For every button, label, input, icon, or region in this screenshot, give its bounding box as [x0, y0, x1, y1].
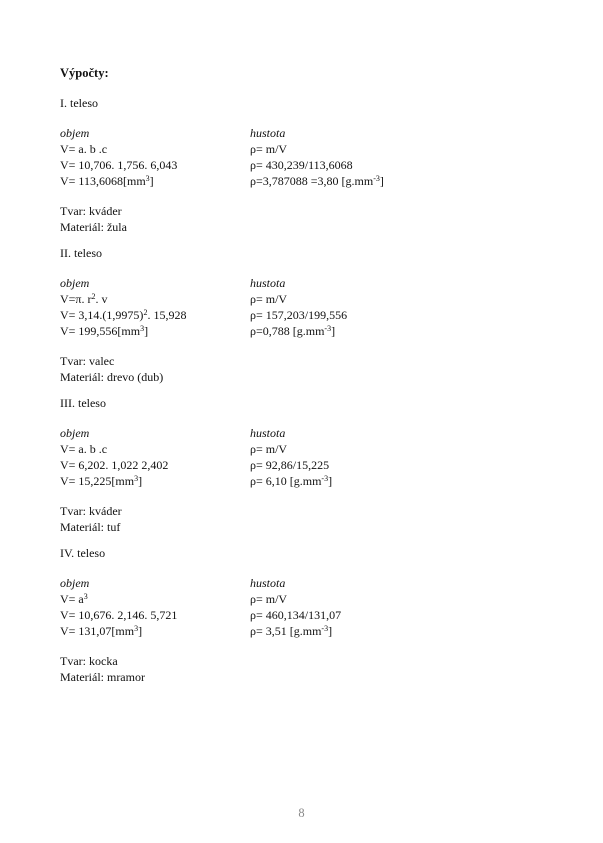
volume-substitution: V= 10,706. 1,756. 6,043: [60, 158, 178, 172]
density-formula: ρ= m/V: [250, 142, 288, 156]
density-result: ρ=0,788 $[g.mm^{-3}]$: [250, 324, 336, 338]
section-title: I. teleso: [60, 96, 98, 110]
shape-label: Tvar: kváder: [60, 504, 122, 518]
column-headers: [60, 125, 540, 141]
formula-row: [60, 291, 540, 307]
volume-header: objem: [60, 576, 90, 590]
density-result: ρ= 6,10 $[g.mm^{-3}]$: [250, 474, 333, 488]
density-substitution: ρ= 460,134/131,07: [250, 608, 342, 622]
volume-result: $V= 15,225[mm^3]$: [60, 474, 143, 488]
material-label: Materiál: žula: [60, 220, 127, 234]
density-header: hustota: [250, 276, 286, 290]
material-label: Materiál: drevo (dub): [60, 370, 164, 384]
material-label: Materiál: mramor: [60, 670, 145, 684]
volume-header: objem: [60, 126, 90, 140]
volume-header: objem: [60, 276, 90, 290]
density-result: ρ=3,787088 =3,80 $[g.mm^{-3}]$: [250, 174, 384, 188]
density-substitution: ρ= 92,86/15,225: [250, 458, 330, 472]
volume-result: $V= 131,07[mm^3]$: [60, 624, 143, 638]
density-substitution: ρ= 157,203/199,556: [250, 308, 348, 322]
section-title: III. teleso: [60, 396, 106, 410]
section-teleso-1: [60, 95, 540, 235]
substitution-row: [60, 607, 540, 623]
volume-substitution: $V= 3,14.(1,9975)^2$. 15,928: [60, 308, 187, 322]
result-row: [60, 623, 540, 639]
result-row: [60, 473, 540, 489]
material-label: Materiál: tuf: [60, 520, 121, 534]
density-formula: ρ= m/V: [250, 292, 288, 306]
density-formula: ρ= m/V: [250, 442, 288, 456]
volume-header: objem: [60, 426, 90, 440]
column-headers: [60, 575, 540, 591]
volume-formula: $V= a^3$: [60, 592, 88, 606]
formula-row: [60, 441, 540, 457]
volume-formula: V= a. b .c: [60, 442, 108, 456]
volume-formula: V= a. b .c: [60, 142, 108, 156]
shape-label: Tvar: kocka: [60, 654, 118, 668]
substitution-row: [60, 157, 540, 173]
density-header: hustota: [250, 426, 286, 440]
section-teleso-3: [60, 395, 540, 535]
volume-result: $V= 113,6068[mm^3]$: [60, 174, 154, 188]
formula-row: [60, 591, 540, 607]
page-number: 8: [298, 806, 305, 820]
column-headers: [60, 275, 540, 291]
formula-row: [60, 141, 540, 157]
volume-formula: V=π. $r^2$. v: [60, 292, 108, 306]
density-header: hustota: [250, 576, 286, 590]
density-result: ρ= 3,51 $[g.mm^{-3}]$: [250, 624, 333, 638]
section-title: II. teleso: [60, 246, 102, 260]
density-header: hustota: [250, 126, 286, 140]
density-substitution: ρ= 430,239/113,6068: [250, 158, 353, 172]
volume-substitution: V= 10,676. 2,146. 5,721: [60, 608, 178, 622]
shape-label: Tvar: kváder: [60, 204, 122, 218]
result-row: [60, 173, 540, 189]
substitution-row: [60, 307, 540, 323]
result-row: [60, 323, 540, 339]
column-headers: [60, 425, 540, 441]
section-teleso-2: [60, 245, 540, 385]
substitution-row: [60, 457, 540, 473]
section-title: IV. teleso: [60, 546, 106, 560]
volume-substitution: V= 6,202. 1,022 2,402: [60, 458, 169, 472]
density-formula: ρ= m/V: [250, 592, 288, 606]
volume-result: $V= 199,556[mm^3]$: [60, 324, 149, 338]
shape-label: Tvar: valec: [60, 354, 115, 368]
page-heading: Výpočty:: [60, 66, 109, 80]
section-teleso-4: [60, 545, 540, 685]
